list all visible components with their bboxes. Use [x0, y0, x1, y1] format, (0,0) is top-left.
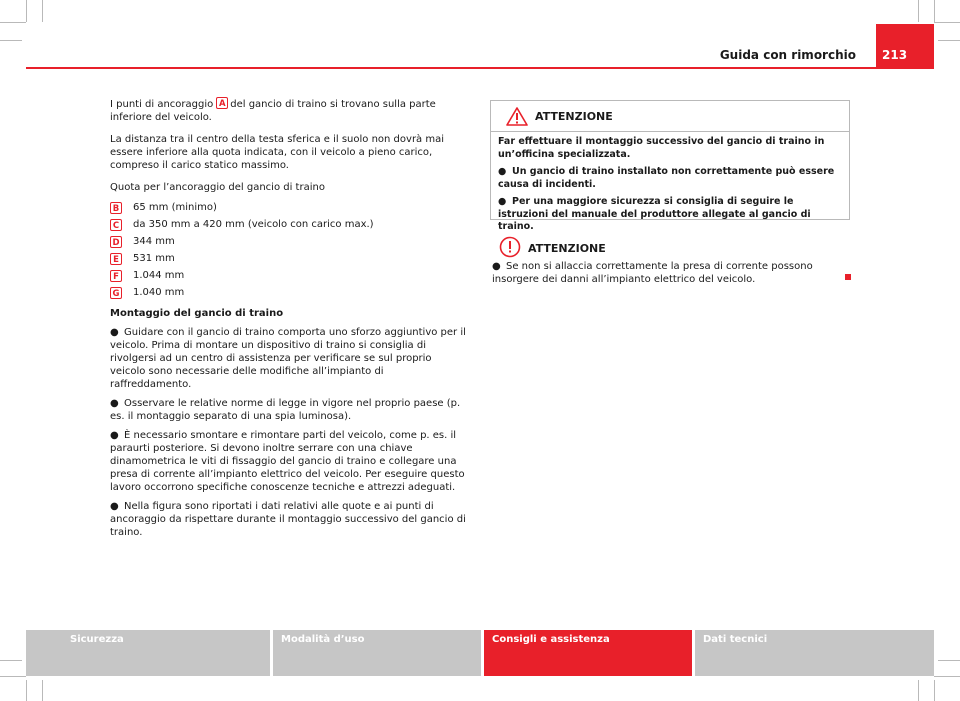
- tab-label: Modalità d’uso: [281, 634, 365, 645]
- callout-badge: E: [110, 253, 122, 265]
- measurement-list: [110, 199, 466, 301]
- measurement-value: da 350 mm a 420 mm (veicolo con carico max.): [133, 219, 374, 230]
- measurement-item: [110, 267, 466, 284]
- left-column: [110, 98, 466, 545]
- bullet-text: È necessario smontare e rimontare parti del veicolo, come p. es. il paraurti posteriore. Si devono inoltre serrare con una chiave dinamometrica le viti di fissaggio del gancio di traino e collegare una presa di corrente all’impianto elettrico del veicolo. Per eseguire questo lavoro occorrono specifiche conoscenze tecniche e attrezzi adeguati.: [110, 430, 465, 493]
- notice-bullet-text: Se non si allaccia correttamente la presa di corrente possono insorgere dei danni all’impianto elettrico del veicolo.: [492, 261, 813, 285]
- measurement-value: 344 mm: [133, 236, 175, 247]
- warning-bullet-text: Per una maggiore sicurezza si consiglia di seguire le istruzioni del manuale del produttore allegate al gancio di traino.: [498, 196, 811, 232]
- crop-mark: [938, 660, 960, 661]
- header-rule: [26, 67, 934, 69]
- crop-mark: [26, 0, 27, 22]
- bullet-dot-icon: ●: [110, 398, 119, 409]
- crop-mark: [42, 680, 43, 701]
- bullet-item: [110, 500, 466, 539]
- tab-sicurezza[interactable]: [26, 630, 270, 676]
- bullet-dot-icon: ●: [110, 430, 119, 441]
- callout-badge: D: [110, 236, 122, 248]
- notice-bullet: [492, 260, 844, 286]
- tab-dati-tecnici[interactable]: [695, 630, 934, 676]
- intro-text-after: del gancio di traino si trovano sulla parte inferiore del veicolo.: [110, 99, 436, 123]
- callout-badge-a: A: [216, 97, 228, 109]
- tab-label: Dati tecnici: [703, 634, 768, 645]
- measurement-value: 1.040 mm: [133, 287, 185, 298]
- section-title: Guida con rimorchio: [719, 48, 856, 62]
- distance-paragraph: La distanza tra il centro della testa sferica e il suolo non dovrà mai essere inferiore alla quota indicata, con il veicolo a pieno carico, compreso il carico statico massimo.: [110, 134, 445, 171]
- intro-text-before: I punti di ancoraggio: [110, 99, 214, 110]
- measurement-item: [110, 284, 466, 301]
- bullet-dot-icon: ●: [492, 261, 501, 272]
- measurement-item: [110, 233, 466, 250]
- warning-bullet: [498, 166, 841, 191]
- section-subheading: Montaggio del gancio di traino: [110, 308, 284, 319]
- warning-title: ATTENZIONE: [535, 110, 613, 123]
- measurement-item: [110, 199, 466, 216]
- tab-consigli-assistenza[interactable]: [484, 630, 692, 676]
- crop-mark: [918, 680, 919, 701]
- measurement-value: 531 mm: [133, 253, 175, 264]
- callout-badge: B: [110, 202, 122, 214]
- crop-mark: [26, 680, 27, 701]
- crop-mark: [934, 680, 935, 701]
- crop-mark: [0, 676, 26, 677]
- callout-badge: C: [110, 219, 122, 231]
- crop-mark: [938, 40, 960, 41]
- crop-mark: [918, 0, 919, 22]
- crop-mark: [42, 0, 43, 22]
- bullet-dot-icon: ●: [110, 327, 119, 338]
- bullet-text: Nella figura sono riportati i dati relativi alle quote e ai punti di ancoraggio da rispettare durante il montaggio successivo del gancio di traino.: [110, 501, 466, 538]
- callout-badge: F: [110, 270, 122, 282]
- bullet-dot-icon: ●: [110, 501, 119, 512]
- warning-bullet: [498, 196, 841, 234]
- footer-chapter-tabs: [26, 630, 934, 676]
- bullet-item: [110, 429, 466, 494]
- bullet-item: [110, 326, 466, 391]
- crop-mark: [934, 22, 960, 23]
- warning-bullet-text: Un gancio di traino installato non correttamente può essere causa di incidenti.: [498, 166, 835, 190]
- bullet-text: Osservare le relative norme di legge in vigore nel proprio paese (p. es. il montaggio separato di una spia luminosa).: [110, 398, 461, 422]
- tab-label: Sicurezza: [70, 634, 124, 645]
- bullet-text: Guidare con il gancio di traino comporta uno sforzo aggiuntivo per il veicolo. Prima di montare un dispositivo di traino si consiglia di rivolgersi ad un centro di assistenza per verificare se sul proprio veicolo sono necessarie delle modifiche all’impianto di raffreddamento.: [110, 327, 466, 390]
- tab-label: Consigli e assistenza: [492, 634, 610, 645]
- warning-body: [491, 132, 849, 234]
- warning-triangle-icon: [506, 107, 528, 126]
- caution-circle-icon: [499, 236, 521, 258]
- measurement-item: [110, 250, 466, 267]
- crop-mark: [934, 0, 935, 22]
- bullet-item: [110, 397, 466, 423]
- warning-intro: Far effettuare il montaggio successivo del gancio di traino in un’officina specializzata.: [498, 136, 825, 160]
- callout-badge: G: [110, 287, 122, 299]
- warning-header: [491, 101, 849, 132]
- measurement-item: [110, 216, 466, 233]
- crop-mark: [0, 660, 22, 661]
- measurement-value: 1.044 mm: [133, 270, 185, 281]
- warning-box: [490, 100, 850, 232]
- page-number: 213: [882, 48, 908, 62]
- tab-modalita-uso[interactable]: [273, 630, 481, 676]
- measurement-value: 65 mm (minimo): [133, 202, 217, 213]
- bullet-dot-icon: ●: [498, 166, 507, 177]
- crop-mark: [934, 676, 960, 677]
- intro-paragraph: [110, 98, 466, 124]
- quota-title: Quota per l’ancoraggio del gancio di traino: [110, 182, 325, 193]
- notice-title: ATTENZIONE: [528, 242, 606, 255]
- bullet-dot-icon: ●: [498, 196, 507, 207]
- section-end-marker: [845, 274, 851, 280]
- crop-mark: [0, 40, 22, 41]
- crop-mark: [0, 22, 26, 23]
